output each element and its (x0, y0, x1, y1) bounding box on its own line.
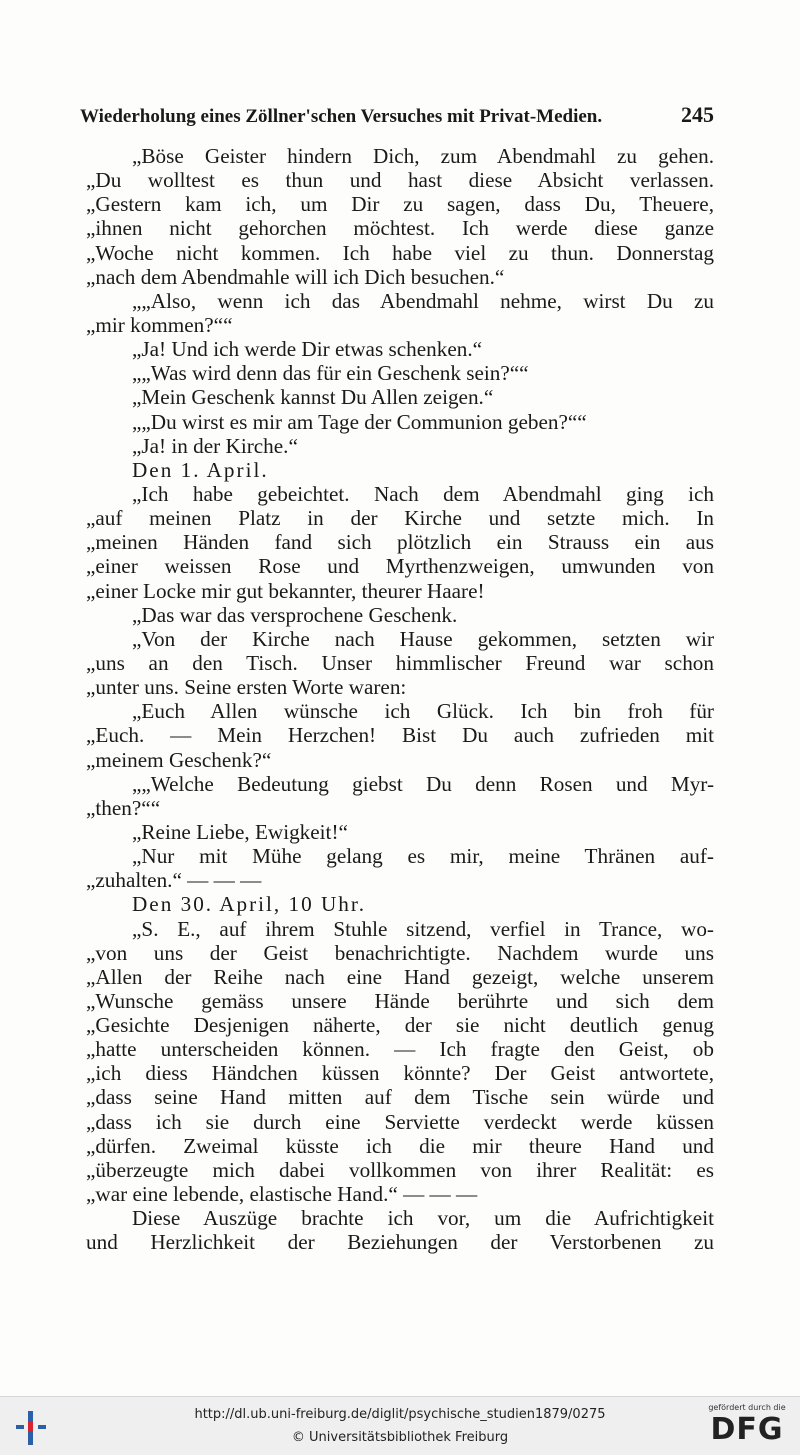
text-line: „nach dem Abendmahle will ich Dich besuchen.“ (86, 264, 505, 289)
text-line: „überzeugte mich dabei vollkommen von ihrer Realität: es (86, 1157, 714, 1182)
dfg-logo (702, 1403, 792, 1451)
text-line: „Euch. — Mein Herzchen! Bist Du auch zufrieden mit (86, 723, 714, 748)
copyright-notice: © Universitätsbibliothek Freiburg (291, 1430, 509, 1445)
text-line: „meinen Händen fand sich plötzlich ein Strauss ein aus (86, 530, 714, 555)
text-line: „Reine Liebe, Ewigkeit!“ (132, 819, 348, 844)
text-line: „Nur mit Mühe gelang es mir, meine Thränen auf- (132, 844, 714, 869)
text-line: „Gesichte Desjenigen näherte, der sie nicht deutlich genug (86, 1013, 714, 1038)
text-line: „„Welche Bedeutung giebst Du denn Rosen und Myr- (132, 771, 714, 796)
text-line: und Herzlichkeit der Beziehungen der Verstorbenen zu (86, 1230, 714, 1255)
body-text (86, 144, 714, 1254)
text-line: „Gestern kam ich, um Dir zu sagen, dass Du, Theuere, (86, 192, 714, 217)
text-line: „uns an den Tisch. Unser himmlischer Freund war schon (86, 650, 714, 675)
text-line: „einer weissen Rose und Myrthenzweigen, umwunden von (86, 554, 714, 579)
page-number: 245 (681, 102, 714, 127)
text-line: „„Also, wenn ich das Abendmahl nehme, wirst Du zu (132, 288, 714, 313)
text-line: „Ich habe gebeichtet. Nach dem Abendmahl ging ich (132, 481, 714, 506)
text-line: „dürfen. Zweimal küsste ich die mir theure Hand und (86, 1133, 714, 1158)
text-line: „unter uns. Seine ersten Worte waren: (86, 675, 407, 700)
text-line: „Mein Geschenk kannst Du Allen zeigen.“ (132, 385, 494, 410)
permalink-url[interactable]: http://dl.ub.uni-freiburg.de/diglit/psychische_studien1879/0275 (194, 1407, 606, 1422)
text-line: „„Was wird denn das für ein Geschenk sein?““ (132, 361, 529, 386)
text-line: „mir kommen?““ (86, 312, 233, 337)
date-heading: Den 1. April. (132, 457, 269, 482)
text-line: „dass seine Hand mitten auf dem Tische sein würde und (86, 1085, 714, 1110)
text-line: „S. E., auf ihrem Stuhle sitzend, verfiel in Trance, wo- (132, 916, 714, 941)
text-line: „meinem Geschenk?“ (86, 747, 272, 772)
text-line: „ich diess Händchen küssen könnte? Der Geist antwortete, (86, 1061, 714, 1086)
text-line: „then?““ (86, 795, 161, 820)
text-line: „Wunsche gemäss unsere Hände berührte und sich dem (86, 988, 714, 1013)
text-line: Diese Auszüge brachte ich vor, um die Aufrichtigkeit (132, 1206, 714, 1231)
text-line: „auf meinen Platz in der Kirche und setzte mich. In (86, 506, 714, 531)
text-line: „Das war das versprochene Geschenk. (132, 602, 458, 627)
text-line: „von uns der Geist benachrichtigte. Nachdem wurde uns (86, 940, 714, 965)
text-line: „Ja! in der Kirche.“ (132, 433, 298, 458)
text-line: „war eine lebende, elastische Hand.“ — — — (86, 1182, 478, 1207)
text-line: „zuhalten.“ — — — (86, 868, 262, 893)
date-heading: Den 30. April, 10 Uhr. (132, 892, 367, 917)
running-title: Wiederholung eines Zöllner'schen Versuches mit Privat-Medien. (80, 106, 603, 127)
text-line: „ihnen nicht gehorchen möchtest. Ich werde diese ganze (86, 216, 714, 241)
text-line: „Euch Allen wünsche ich Glück. Ich bin froh für (132, 699, 714, 724)
text-line: „„Du wirst es mir am Tage der Communion geben?““ (132, 409, 587, 434)
text-line: „Ja! Und ich werde Dir etwas schenken.“ (132, 337, 483, 362)
text-line: „hatte unterscheiden können. — Ich fragte den Geist, ob (86, 1037, 714, 1062)
text-line: „dass ich sie durch eine Serviette verdeckt werde küssen (86, 1109, 714, 1134)
running-header (80, 102, 714, 128)
text-line: „einer Locke mir gut bekannter, theurer Haare! (86, 578, 485, 603)
text-line: „Allen der Reihe nach eine Hand gezeigt, welche unserem (86, 964, 714, 989)
text-line: „Böse Geister hindern Dich, zum Abendmahl zu gehen. (132, 144, 714, 168)
text-line: „Du wolltest es thun und hast diese Absicht verlassen. (86, 168, 714, 193)
dfg-caption: gefördert durch die (708, 1403, 786, 1412)
text-line: „Woche nicht kommen. Ich habe viel zu thun. Donnerstag (86, 240, 714, 265)
text-line: „Von der Kirche nach Hause gekommen, setzten wir (132, 626, 714, 651)
viewer-footer (0, 1396, 800, 1455)
dfg-wordmark: DFG (710, 1412, 784, 1447)
